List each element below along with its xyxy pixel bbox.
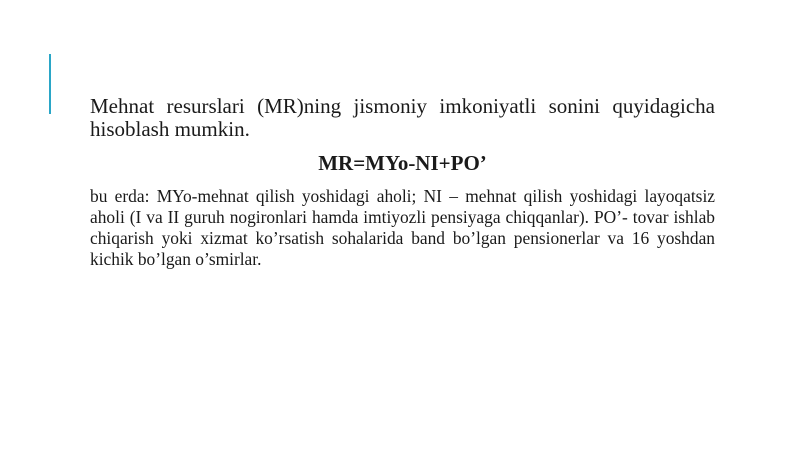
accent-bar — [49, 54, 51, 114]
slide-content — [90, 95, 715, 270]
explanation-paragraph: bu erda: MYo-mehnat qilish yoshidagi aholi; NI – mehnat qilish yoshidagi layoqatsiz aholi (I va II guruh nogironlari hamda imtiyozli pensiyaga chiqqanlar). PO’- tovar ishlab chiqarish yoki xizmat ko’rsatish sohalarida band bo’lgan pensionerlar va 16 yoshdan kichik bo’lgan o’smirlar. — [90, 186, 715, 269]
intro-paragraph: Mehnat resurslari (MR)ning jismoniy imkoniyatli sonini quyidagicha hisoblash mumkin. — [90, 94, 715, 141]
formula: MR=MYo-NI+PO’ — [318, 151, 487, 175]
